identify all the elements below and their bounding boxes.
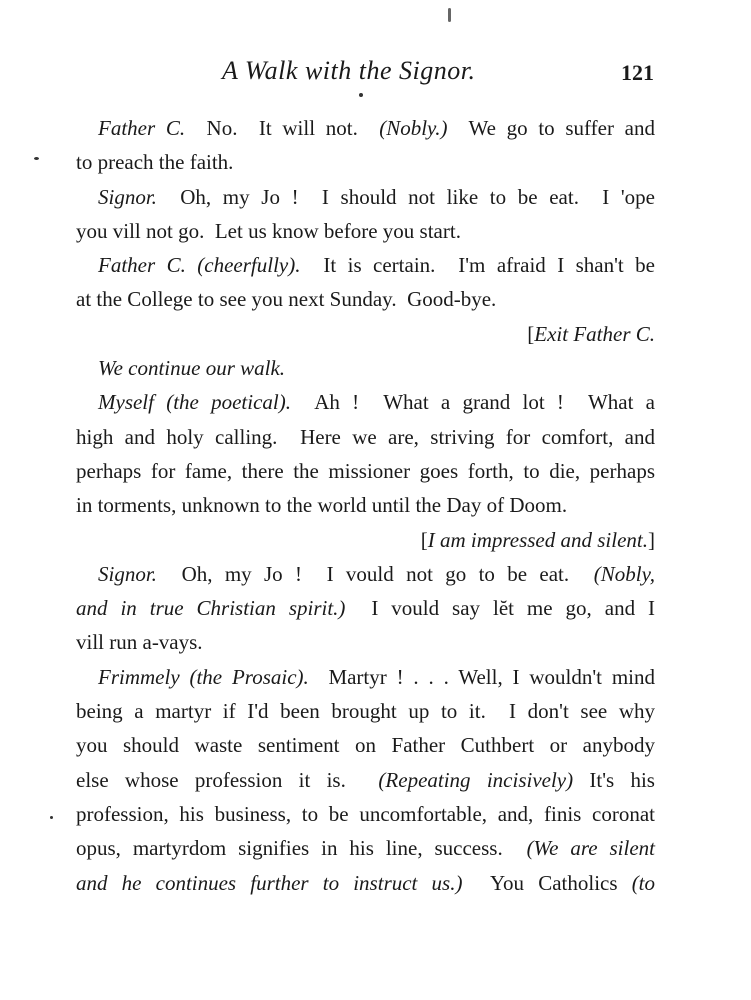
- italic-text: (We are silent: [526, 836, 655, 861]
- ink-speck-top: [448, 8, 451, 22]
- italic-text: (to: [631, 870, 656, 895]
- text-segment: You Catholics: [462, 870, 632, 895]
- text-line: [76, 454, 655, 488]
- italic-text: (Repeating incisively): [378, 767, 574, 792]
- text-line: [76, 420, 655, 454]
- italic-text: (Nobly.): [379, 116, 448, 140]
- text-segment: you vill not go. Let us know before you start.: [76, 218, 461, 243]
- text-segment: We go to suffer and: [447, 116, 655, 140]
- text-line: [76, 351, 655, 385]
- text-segment: It is certain. I'm afraid I shan't be: [300, 253, 656, 278]
- text-segment: to preach the faith.: [76, 150, 234, 175]
- text-segment: profession, his business, to be uncomfortable, and, finis coronat: [76, 801, 655, 826]
- text-line: [76, 523, 655, 557]
- text-segment: It's his: [573, 767, 655, 792]
- text-segment: at the College to see you next Sunday. Good-bye.: [76, 287, 497, 312]
- italic-text: Father C. (cheerfully).: [98, 253, 301, 278]
- text-segment: I vould say lĕt me go, and I: [345, 596, 656, 621]
- italic-text: and he continues further to instruct us.): [76, 870, 463, 895]
- text-line: [76, 728, 655, 762]
- ink-speck-left-lower: [50, 816, 53, 819]
- text-line: [76, 831, 655, 865]
- text-line: [76, 625, 655, 659]
- italic-text: We continue our walk.: [98, 356, 286, 381]
- page-header: [0, 56, 751, 90]
- text-segment: you should waste sentiment on Father Cuthbert or anybody: [76, 733, 655, 758]
- text-line: [76, 591, 655, 625]
- text-line: [76, 660, 655, 694]
- text-segment: Oh, my Jo ! I vould not go to be eat.: [156, 561, 594, 586]
- text-line: [76, 317, 655, 351]
- text-line: [76, 111, 655, 145]
- italic-text: Exit Father C.: [534, 321, 655, 346]
- text-line: [76, 797, 655, 831]
- italic-text: Signor.: [98, 184, 157, 209]
- text-segment: [: [527, 321, 535, 346]
- italic-text: Signor.: [98, 561, 157, 586]
- text-segment: No. It will not.: [185, 116, 380, 140]
- text-segment: being a martyr if I'd been brought up to it. I don't see why: [76, 699, 655, 724]
- italic-text: Father C.: [98, 116, 186, 140]
- text-segment: ]: [648, 527, 655, 552]
- italic-text: and in true Christian spirit.): [76, 596, 346, 621]
- page-number: 121: [621, 60, 654, 85]
- text-line: [76, 557, 655, 591]
- text-line: [76, 866, 655, 900]
- ink-speck-left: [34, 157, 39, 160]
- body-text: [76, 111, 655, 900]
- text-line: [76, 145, 655, 179]
- italic-text: Frimmely (the Prosaic).: [98, 664, 309, 689]
- text-line: [76, 180, 655, 214]
- ink-speck-mid: [359, 93, 363, 97]
- text-segment: perhaps for fame, there the missioner goes forth, to die, perhaps: [76, 458, 655, 483]
- text-segment: in torments, unknown to the world until the Day of Doom.: [76, 493, 568, 518]
- text-line: [76, 248, 655, 282]
- text-line: [76, 282, 655, 316]
- text-segment: vill run a-vays.: [76, 630, 203, 655]
- text-line: [76, 385, 655, 419]
- text-segment: Oh, my Jo ! I should not like to be eat. I 'ope: [156, 184, 655, 209]
- italic-text: (Nobly,: [593, 561, 655, 586]
- text-line: [76, 694, 655, 728]
- text-segment: opus, martyrdom signifies in his line, success.: [76, 836, 527, 861]
- text-line: [76, 763, 655, 797]
- text-segment: high and holy calling. Here we are, striving for comfort, and: [76, 424, 655, 449]
- text-line: [76, 488, 655, 522]
- text-segment: [: [420, 527, 428, 552]
- italic-text: Myself (the poetical).: [98, 390, 291, 415]
- italic-text: I am impressed and silent.: [427, 527, 648, 552]
- text-segment: Martyr ! . . . Well, I wouldn't mind: [308, 664, 655, 689]
- text-segment: Ah ! What a grand lot ! What a: [290, 390, 655, 415]
- running-title: A Walk with the Signor.: [222, 56, 476, 85]
- text-line: [76, 214, 655, 248]
- text-segment: else whose profession it is.: [76, 767, 379, 792]
